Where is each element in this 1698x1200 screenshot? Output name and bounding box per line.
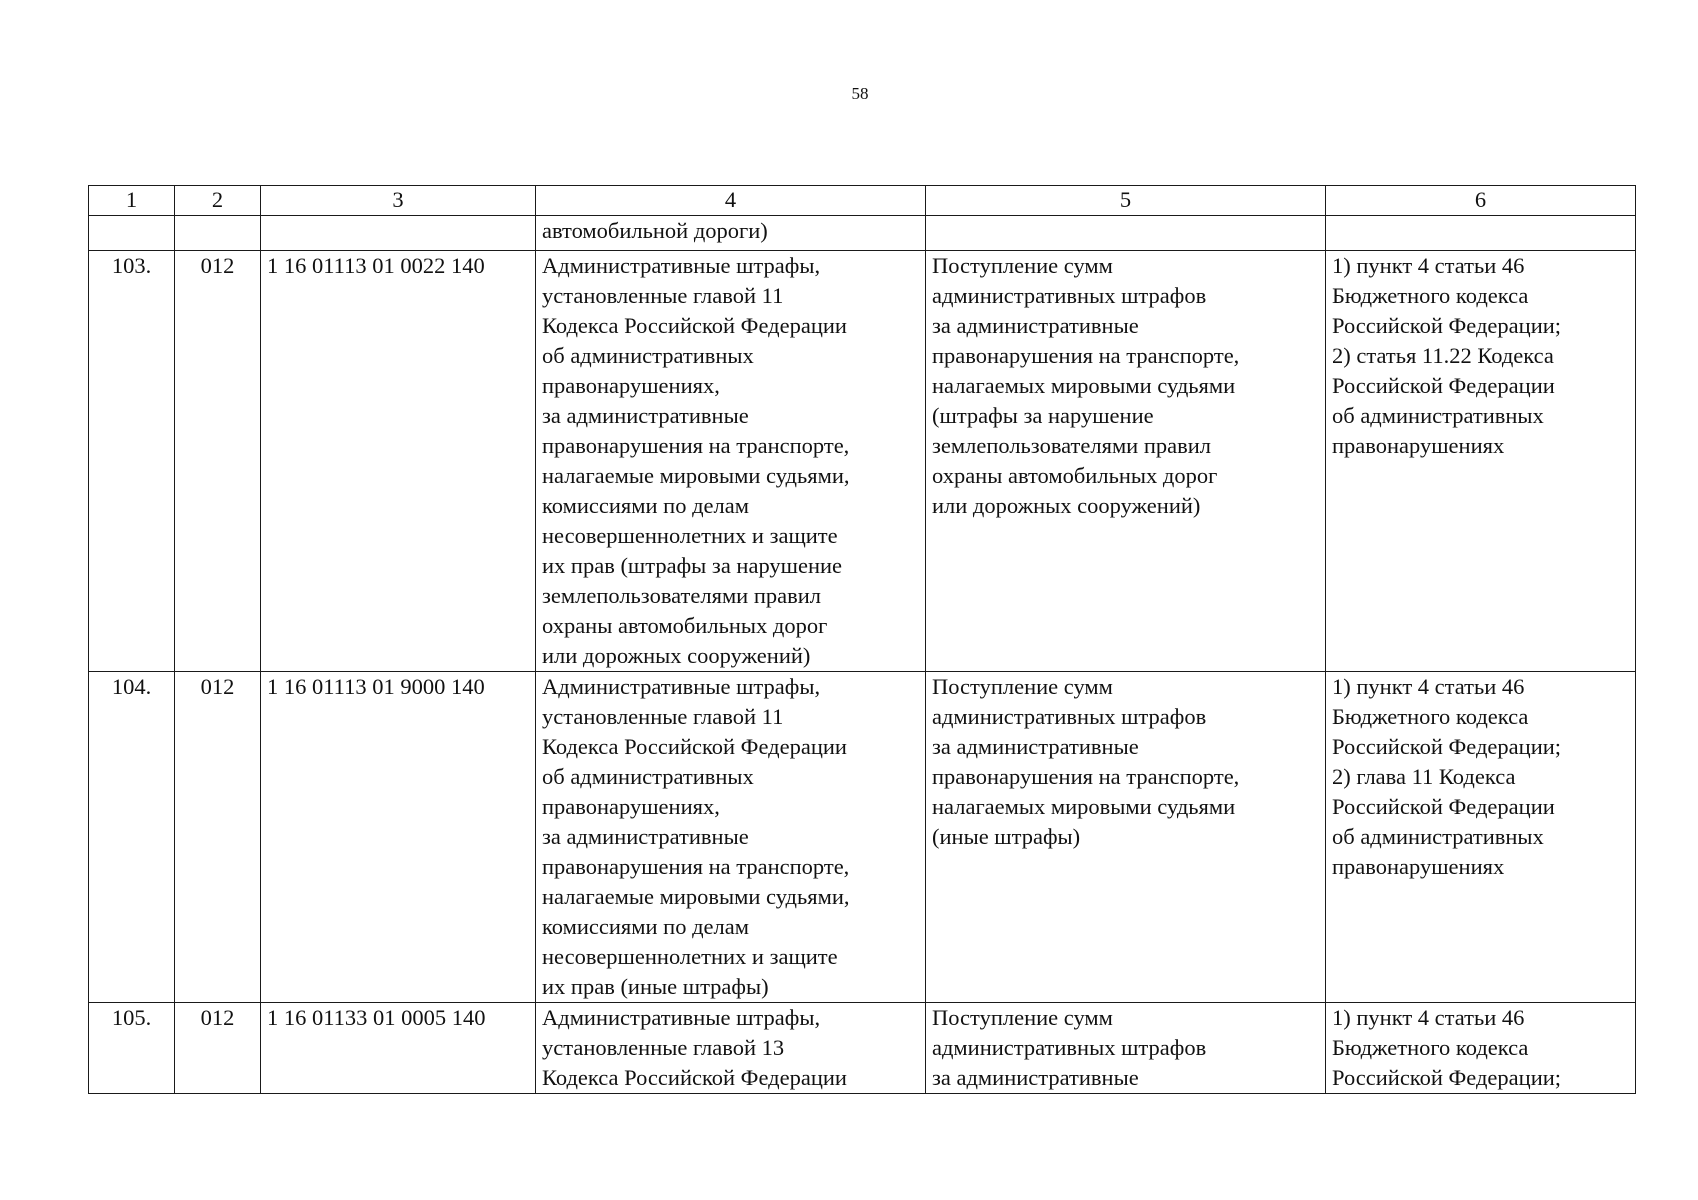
column-number-1: 1 [89,186,175,216]
revenue-description: Поступление сумм административных штрафов за административные правонарушения на транспорте, налагаемых мировыми судьями (штрафы за нарушение землепользователями правил охраны автомобильных дорог или дорожных сооружений) [926,251,1326,672]
revenue-code: 1 16 01133 01 0005 140 [261,1003,536,1094]
column-number-5: 5 [926,186,1326,216]
continuation-cell-6 [1326,216,1636,251]
continuation-cell-5 [926,216,1326,251]
legal-basis: 1) пункт 4 статьи 46 Бюджетного кодекса Российской Федерации; 2) глава 11 Кодекса Российской Федерации об административных правонарушениях [1326,672,1636,1003]
legal-basis: 1) пункт 4 статьи 46 Бюджетного кодекса Российской Федерации; 2) статья 11.22 Кодекса Российской Федерации об административных правонарушениях [1326,251,1636,672]
row-number: 105. [89,1003,175,1094]
revenue-description: Поступление сумм административных штрафов за административные [926,1003,1326,1094]
row-number: 103. [89,251,175,672]
legal-basis: 1) пункт 4 статьи 46 Бюджетного кодекса Российской Федерации; [1326,1003,1636,1094]
continuation-row [89,216,1636,251]
continuation-cell-2 [175,216,261,251]
continuation-cell-4: автомобильной дороги) [536,216,926,251]
continuation-cell-3 [261,216,536,251]
administrator-code: 012 [175,1003,261,1094]
revenue-name: Административные штрафы, установленные главой 11 Кодекса Российской Федерации об административных правонарушениях, за административные правонарушения на транспорте, налагаемые мировыми судьями, комиссиями по делам несовершеннолетних и защите их прав (иные штрафы) [536,672,926,1003]
continuation-cell-1 [89,216,175,251]
table-row [89,672,1636,1003]
column-number-4: 4 [536,186,926,216]
table-row [89,1003,1636,1094]
column-number-3: 3 [261,186,536,216]
administrator-code: 012 [175,251,261,672]
column-number-row [89,186,1636,216]
page-number: 58 [851,84,869,103]
column-number-2: 2 [175,186,261,216]
revenue-codes-table [88,185,1636,1094]
revenue-name: Административные штрафы, установленные главой 13 Кодекса Российской Федерации [536,1003,926,1094]
table-row [89,251,1636,672]
revenue-code: 1 16 01113 01 0022 140 [261,251,536,672]
row-number: 104. [89,672,175,1003]
revenue-name: Административные штрафы, установленные главой 11 Кодекса Российской Федерации об административных правонарушениях, за административные правонарушения на транспорте, налагаемые мировыми судьями, комиссиями по делам несовершеннолетних и защите их прав (штрафы за нарушение землепользователями правил охраны автомобильных дорог или дорожных сооружений) [536,251,926,672]
administrator-code: 012 [175,672,261,1003]
revenue-description: Поступление сумм административных штрафов за административные правонарушения на транспорте, налагаемых мировыми судьями (иные штрафы) [926,672,1326,1003]
column-number-6: 6 [1326,186,1636,216]
revenue-code: 1 16 01113 01 9000 140 [261,672,536,1003]
